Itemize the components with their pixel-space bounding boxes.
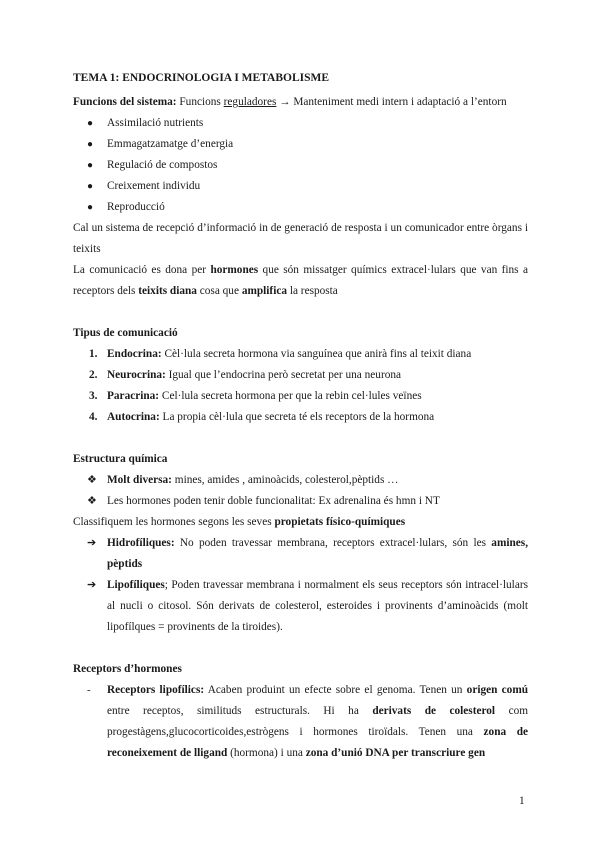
funcions-paragraph — [73, 92, 528, 113]
definition: mines, amides , aminoàcids, colesterol,pèptids … — [174, 474, 399, 486]
bold-run: amplifica — [241, 285, 287, 297]
funcions-underlined: reguladores — [223, 96, 277, 108]
bullet-icon: ● — [87, 118, 94, 129]
text-run: cosa que — [199, 285, 239, 297]
term: Hidrofíliques: — [107, 537, 175, 549]
term: Paracrina: — [107, 390, 160, 402]
list-item — [73, 134, 528, 155]
funcions-list — [73, 113, 528, 218]
list-number: 4. — [89, 411, 98, 423]
definition: ; Poden travessar membrana i normalment els seus receptors són intracel·lulars al nucli o citosol. Són derivats de colesterol, esteroides i provinents d’aminoàcids (molt lipofílques = provinents de la tiroides). — [107, 579, 528, 633]
list-item-text: Assimilació nutrients — [107, 117, 204, 129]
diamond-item — [73, 470, 528, 491]
tipus-list — [73, 344, 528, 428]
bold-run: origen comú — [466, 684, 529, 696]
definition: Cèl·lula secreta hormona via sanguínea que anirà fins al teixit diana — [164, 348, 472, 360]
text-run: Classifiquem les hormones segons les seves — [73, 516, 272, 528]
list-item — [73, 113, 528, 134]
arrow-item-lipofiliques — [73, 575, 528, 638]
list-item — [73, 197, 528, 218]
list-number: 2. — [89, 369, 98, 381]
dash-item-receptors-lipofilics — [73, 680, 528, 764]
section-heading-receptors: Receptors d’hormones — [73, 663, 182, 675]
paragraph-1: Cal un sistema de recepció d’informació in de generació de resposta i un comunicador entre òrgans i teixits — [73, 222, 528, 255]
list-number: 1. — [89, 348, 98, 360]
term: Lipofíliques — [107, 579, 165, 591]
text-run: entre receptos, similituds estructurals. Hi ha — [107, 705, 359, 717]
list-item-text: Emmagatzamatge d’energia — [107, 138, 234, 150]
list-item-text: Creixement individu — [107, 180, 201, 192]
bold-run: amines, pèptids — [107, 537, 529, 570]
bullet-icon: ● — [87, 160, 94, 171]
bold-run: zona d’unió DNA per transcriure gen — [305, 747, 486, 759]
diamond-icon: ❖ — [87, 495, 97, 507]
text-run: (hormona) i una — [230, 747, 303, 759]
spacer — [73, 638, 528, 659]
text-run: la resposta — [289, 285, 338, 297]
text-run: La comunicació es dona per — [73, 264, 207, 276]
list-item-text: Reproducció — [107, 201, 165, 213]
funcions-post: Manteniment medi intern i adaptació a l’entorn — [293, 96, 507, 108]
definition: Cel·lula secreta hormona per que la rebin cel·lules veïnes — [161, 390, 422, 402]
text-run: Acaben produint un efecte sobre el genoma. Tenen un — [207, 684, 463, 696]
definition: No poden travessar membrana, receptors extracel·lulars, són les — [179, 537, 486, 549]
arrow-icon: ➔ — [87, 537, 97, 549]
page-content — [73, 71, 528, 764]
spacer — [73, 428, 528, 449]
diamond-item — [73, 491, 528, 512]
dash-marker: - — [87, 684, 91, 696]
page-title: TEMA 1: ENDOCRINOLOGIA I METABOLISME — [73, 72, 330, 84]
list-item — [73, 386, 528, 407]
spacer — [73, 302, 528, 323]
term: Neurocrina: — [107, 369, 166, 381]
list-item — [73, 344, 528, 365]
bold-run: derivats de colesterol — [372, 705, 496, 717]
term: Molt diversa: — [107, 474, 172, 486]
paragraph-2 — [73, 260, 528, 302]
bold-run: teixits diana — [138, 285, 197, 297]
bullet-icon: ● — [87, 139, 94, 150]
bold-run: zona de reconeixement de lligand — [107, 726, 529, 759]
funcions-pre: Funcions — [179, 96, 221, 108]
right-arrow-icon: → — [279, 96, 291, 108]
arrow-item-hidrofiliques — [73, 533, 528, 575]
page-number: 1 — [519, 795, 525, 807]
bold-run: propietats físico-químiques — [274, 516, 406, 528]
text-run: com progestàgens,glucocorticoides,estrògens i hormones tiroïdals. Tenen una — [107, 705, 529, 738]
funcions-label: Funcions del sistema: — [73, 96, 177, 108]
term: Endocrina: — [107, 348, 162, 360]
diamond-icon: ❖ — [87, 474, 97, 486]
term: Autocrina: — [107, 411, 160, 423]
section-heading-tipus: Tipus de comunicació — [73, 327, 178, 339]
list-number: 3. — [89, 390, 98, 402]
text-run: que són missatger químics extracel·lulars que van fins a receptors dels — [73, 264, 528, 297]
definition: Les hormones poden tenir doble funcionalitat: Ex adrenalina és hmn i NT — [107, 495, 440, 507]
bullet-icon: ● — [87, 202, 94, 213]
bullet-icon: ● — [87, 181, 94, 192]
term: Receptors lipofílics: — [107, 684, 205, 696]
classif-paragraph — [73, 512, 528, 533]
list-item — [73, 176, 528, 197]
definition: Igual que l’endocrina però secretat per una neurona — [168, 369, 402, 381]
list-item — [73, 155, 528, 176]
definition: La propia cèl·lula que secreta té els receptors de la hormona — [162, 411, 435, 423]
list-item — [73, 407, 528, 428]
bold-run: hormones — [210, 264, 259, 276]
section-heading-estructura: Estructura química — [73, 453, 168, 465]
list-item — [73, 365, 528, 386]
arrow-icon: ➔ — [87, 579, 97, 591]
list-item-text: Regulació de compostos — [107, 159, 218, 171]
